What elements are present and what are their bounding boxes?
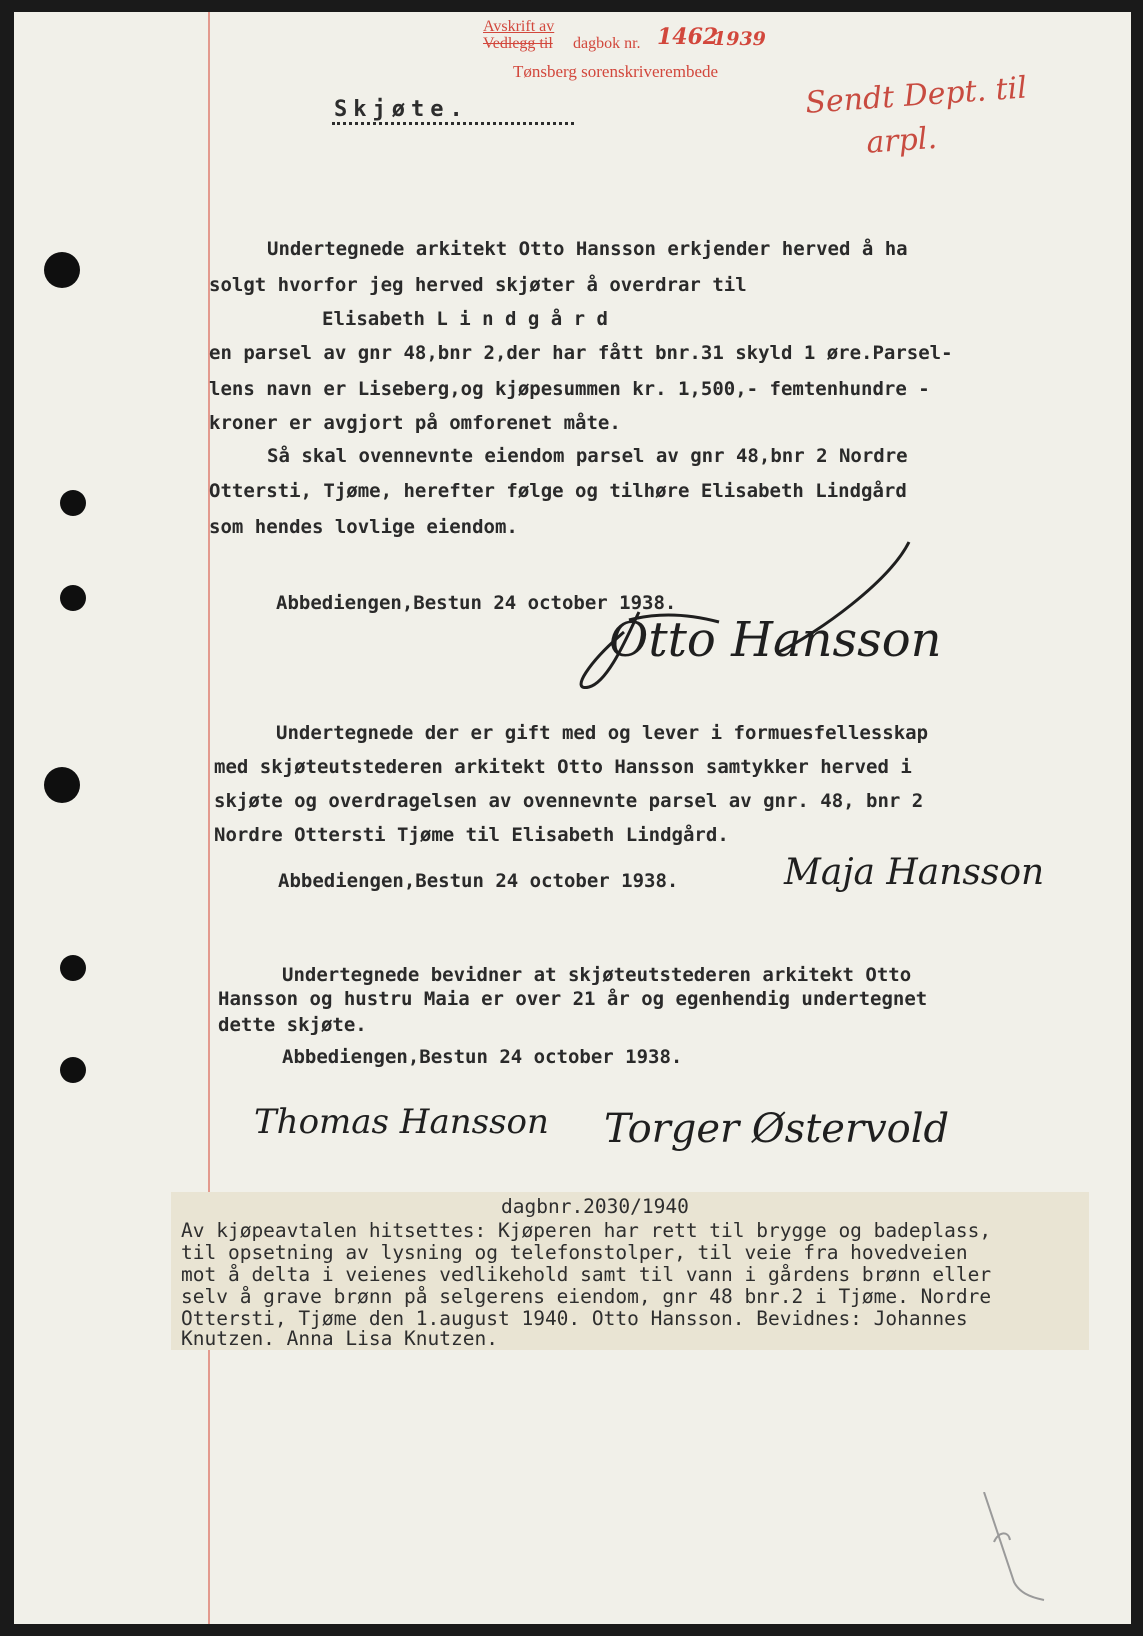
slip-line: til opsetning av lysning og telefonstolper, til veie fra hovedveien [181,1241,968,1264]
signature-otto-hansson-text: Otto Hansson [609,612,942,668]
text-line: Nordre Ottersti Tjøme til Elisabeth Lindgård. [214,824,729,846]
stamp-line-1: Avskrift av [483,18,555,35]
slip-line: Ottersti, Tjøme den 1.august 1940. Otto Hansson. Bevidnes: Johannes [181,1307,968,1330]
punch-hole [60,1057,86,1083]
slip-line: selv å grave brønn på selgerens eiendom, gnr 48 bnr.2 i Tjøme. Nordre [181,1285,992,1308]
text-line: lens navn er Liseberg,og kjøpesummen kr. 1,500,- femtenhundre - [209,378,930,400]
text-line: Ottersti, Tjøme, herefter følge og tilhøre Elisabeth Lindgård [209,480,907,502]
stamp-number: 1462 [657,24,719,50]
office-stamp [483,18,783,98]
punch-hole [60,585,86,611]
text-line: kroner er avgjort på omforenet måte. [209,412,621,434]
text-line: dette skjøte. [218,1014,367,1036]
signature-torger-ostervold: Torger Østervold [604,1106,950,1152]
text-line: Undertegnede der er gift med og lever i formuesfellesskap [276,722,929,744]
slip-line: Knutzen. Anna Lisa Knutzen. [181,1327,498,1350]
slip-header: dagbnr.2030/1940 [501,1195,689,1218]
margin-note-line-2: arpl. [865,120,939,161]
text-line: en parsel av gnr 48,bnr 2,der har fått bnr.31 skyld 1 øre.Parsel- [209,342,953,364]
stamp-line-3: dagbok nr. [573,35,641,52]
margin-note [804,67,1031,170]
punch-hole [44,252,80,288]
document-page [14,12,1131,1624]
signature-maja-hansson: Maja Hansson [784,852,1045,893]
text-line: Hansson og hustru Maia er over 21 år og egenhendig undertegnet [218,988,928,1010]
red-margin-line [208,12,210,1624]
text-line: Undertegnede arkitekt Otto Hansson erkjender herved å ha [267,238,908,260]
margin-note-line-1: Sendt Dept. til [804,70,1028,121]
text-line: skjøte og overdragelsen av ovennevnte parsel av gnr. 48, bnr 2 [214,790,924,812]
document-title: Skjøte. [334,97,469,122]
punch-hole [60,490,86,516]
text-line: som hendes lovlige eiendom. [209,516,518,538]
text-line: Elisabeth L i n d g å r d [322,308,608,330]
signature-thomas-hansson: Thomas Hansson [254,1102,549,1142]
stamp-line-2: Vedlegg til [483,35,553,52]
pasted-note-slip [171,1192,1089,1350]
stamp-office: Tønsberg sorenskriverembede [513,62,719,81]
place-date-2: Abbediengen,Bestun 24 october 1938. [278,870,679,892]
text-line: Så skal ovennevnte eiendom parsel av gnr 48,bnr 2 Nordre [267,445,908,467]
slip-line: mot å delta i veienes vedlikehold samt til vann i gårdens brønn eller [181,1263,992,1286]
stamp-year: 1939 [713,28,766,50]
signature-otto-hansson [569,542,1019,702]
punch-hole [60,955,86,981]
text-line: Undertegnede bevidner at skjøteutstederen arkitekt Otto [282,964,912,986]
punch-hole [44,767,80,803]
place-date-1: Abbediengen,Bestun 24 october 1938. [276,592,677,614]
text-line: solgt hvorfor jeg herved skjøter å overdrar til [209,274,747,296]
text-line: med skjøteutstederen arkitekt Otto Hansson samtykker herved i [214,756,912,778]
pencil-mark [974,1492,1074,1602]
title-underline [332,122,574,125]
slip-line: Av kjøpeavtalen hitsettes: Kjøperen har rett til brygge og badeplass, [181,1219,992,1242]
place-date-3: Abbediengen,Bestun 24 october 1938. [282,1046,683,1068]
